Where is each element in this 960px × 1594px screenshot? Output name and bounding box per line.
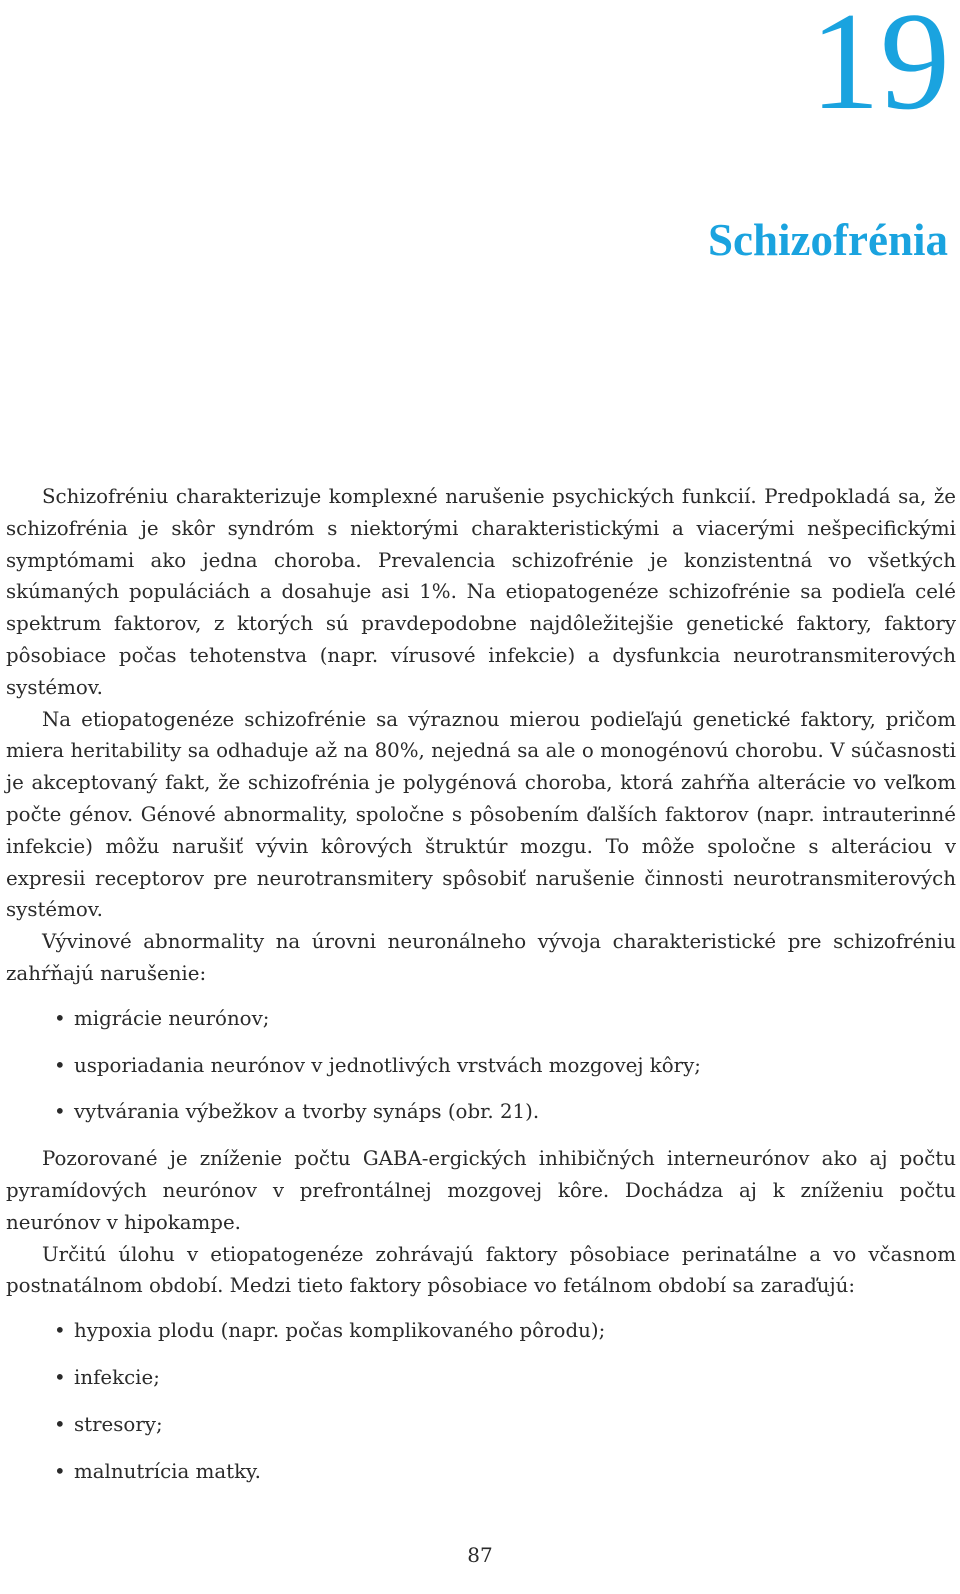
developmental-list [6,1003,956,1128]
body-text [6,481,956,1502]
list-item: • usporiadania neurónov v jednotlivých vrstvách mozgovej kôry; [54,1050,956,1082]
paragraph-gaba: Pozorované je zníženie počtu GABA-ergických inhibičných interneurónov ako aj počtu pyramídových neurónov v prefrontálnej mozgovej kôre. Dochádza aj k zníženiu počtu neurónov v hipokampe. [6,1147,956,1234]
paragraph-intro: Schizofréniu charakterizuje komplexné narušenie psychických funkcií. Predpokladá sa, že schizofrénia je skôr syndróm s niektorými charakteristickými a viacerými nešpecifickými symptómami ako jedna choroba. Prevalencia schizofrénie je konzistentná vo všetkých skúmaných populáciách a dosahuje asi 1%. Na etiopatogenéze schizofrénie sa podieľa celé spektrum faktorov, z ktorých sú pravdepodobne najdôležitejšie genetické faktory, faktory pôsobiace počas tehotenstva (napr. vírusové infekcie) a dysfunkcia neurotransmiterových systémov. [6,485,956,699]
chapter-title: Schizofrénia [708,215,948,265]
list-item: • vytvárania výbežkov a tvorby synáps (obr. 21). [54,1096,956,1128]
paragraph-genetics: Na etiopatogenéze schizofrénie sa výraznou mierou podieľajú genetické faktory, pričom miera heritability sa odhaduje až na 80%, nejedná sa ale o monogénovú chorobu. V súčasnosti je akceptovaný fakt, že schizofrénia je polygénová choroba, ktorá zahŕňa alterácie vo veľkom počte génov. Génové abnormality, spoločne s pôsobením ďalších faktorov (napr. intrauterinné infekcie) môžu narušiť vývin kôrových štruktúr mozgu. To môže spoločne s alteráciou v expresii receptorov pre neurotransmitery spôsobiť narušenie činnosti neurotransmiterových systémov. [6,707,956,922]
list-item: • stresory; [54,1409,956,1441]
chapter-number: 19 [810,0,950,139]
list-item: • migrácie neurónov; [54,1003,956,1035]
paragraph-developmental: Vývinové abnormality na úrovni neuronálneho vývoja charakteristické pre schizofréniu zahŕňajú narušenie: [6,930,956,985]
list-item: • hypoxia plodu (napr. počas komplikovaného pôrodu); [54,1315,956,1347]
fetal-factors-list [6,1315,956,1487]
paragraph-perinatal: Určitú úlohu v etiopatogenéze zohrávajú faktory pôsobiace perinatálne a vo včasnom postnatálnom období. Medzi tieto faktory pôsobiace vo fetálnom období sa zaraďujú: [6,1242,956,1298]
list-item: • malnutrícia matky. [54,1456,956,1488]
list-item: • infekcie; [54,1362,956,1394]
page-number: 87 [467,1543,493,1567]
